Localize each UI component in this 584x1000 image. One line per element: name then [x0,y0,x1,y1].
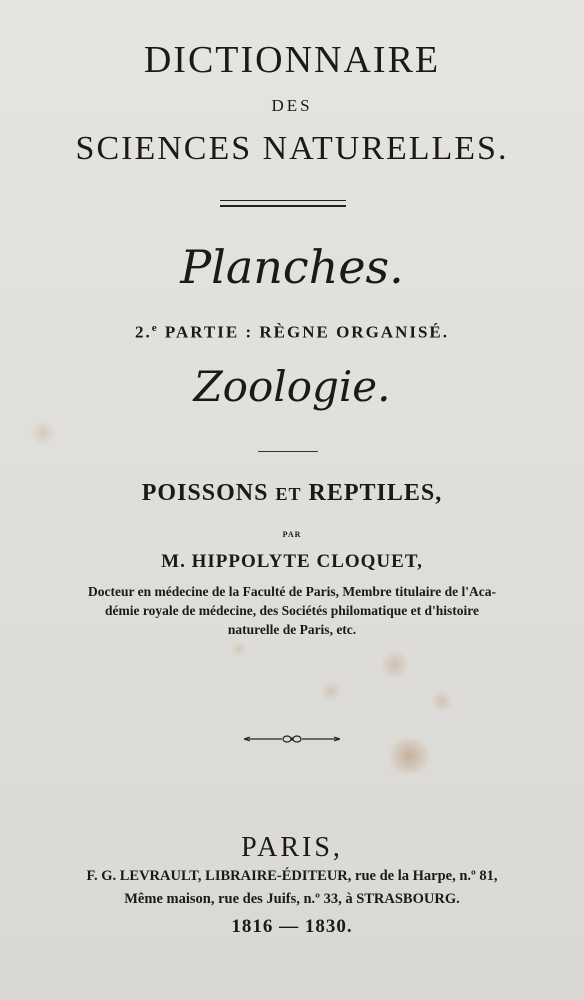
ornament-divider-icon [242,732,342,746]
imprint-branch: Même maison, rue des Juifs, n.º 33, à STRASBOURG. [124,891,460,907]
imprint-publisher: F. G. LEVRAULT, LIBRAIRE-ÉDITEUR, rue de la Harpe, n.º 81, [86,868,498,884]
title-line-2: DES [271,96,313,115]
foxing-stain [30,420,56,446]
subject-heading [0,480,584,507]
author-name: M. HIPPOLYTE CLOQUET, [161,551,423,572]
author-description [30,582,554,639]
par-label: PAR [282,530,302,539]
foxing-stain [384,738,434,774]
partie-superscript: e [151,322,159,334]
double-rule-divider [220,200,346,207]
subject-connector: ET [275,484,302,504]
partie-text: PARTIE : RÈGNE ORGANISÉ. [158,322,450,342]
imprint-years: 1816 — 1830. [231,916,353,937]
zoologie-heading: Zoologie. [193,362,391,411]
short-rule-divider [258,451,318,452]
title-line-1: DICTIONNAIRE [143,39,441,81]
partie-number: 2. [134,322,152,342]
foxing-stain [320,680,342,702]
partie-line [0,322,584,343]
subject-word-1: POISSONS [141,480,269,506]
subject-comma: , [435,480,443,506]
imprint-city: PARIS, [241,832,343,863]
author-desc-line-1: Docteur en médecine de la Faculté de Paris, Membre titulaire de l'Aca- [88,584,496,599]
foxing-stain [430,690,454,712]
subject-word-2: REPTILES [308,480,436,506]
author-desc-line-3: naturelle de Paris, etc. [227,622,357,637]
foxing-stain [230,640,248,658]
author-desc-line-2: démie royale de médecine, des Sociétés philomatique et d'histoire [104,603,480,618]
foxing-stain [380,650,410,680]
planches-heading: Planches. [180,240,404,294]
title-line-3: SCIENCES NATURELLES. [75,130,509,167]
